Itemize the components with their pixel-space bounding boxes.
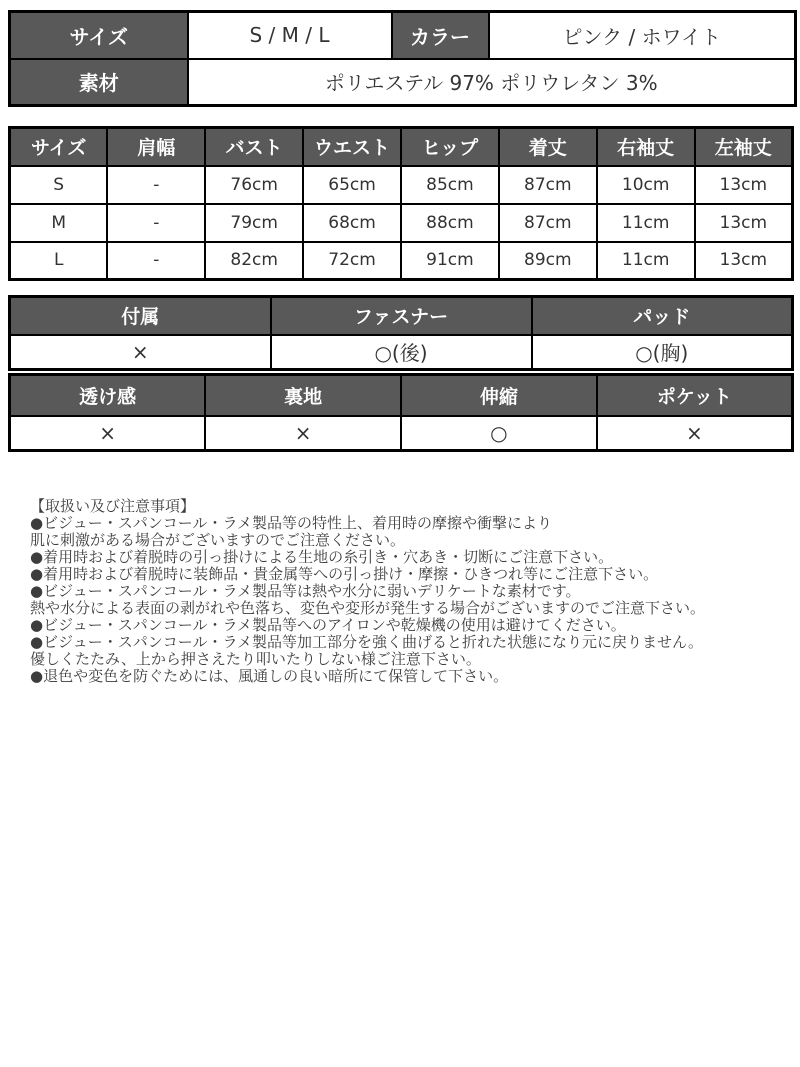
header-cell-lining: 裏地 <box>205 375 401 416</box>
header-cell-waist: ウエスト <box>303 128 401 166</box>
care-note-line: ●着用時および着脱時の引っ掛けによる生地の糸引き・穴あき・切断にご注意下さい。 <box>30 548 614 566</box>
care-note-line: ●ビジュー・スパンコール・ラメ製品等の特性上、着用時の摩擦や衝撃により <box>30 514 553 532</box>
value-cell: 11cm <box>597 204 695 242</box>
care-note-line: 肌に刺激がある場合がございますのでご注意ください。 <box>30 531 406 549</box>
care-note-line: ●ビジュー・スパンコール・ラメ製品等は熱や水分に弱いデリケートな素材です。 <box>30 582 581 600</box>
header-cell-length: 着丈 <box>499 128 597 166</box>
care-note-line: ●ビジュー・スパンコール・ラメ製品等加工部分を強く曲げると折れた状態になり元に戻りません。 <box>30 633 703 651</box>
value-cell: 13cm <box>695 166 793 204</box>
header-cell-left-sleeve: 左袖丈 <box>695 128 793 166</box>
material-value-cell: ポリエステル 97% ポリウレタン 3% <box>188 59 796 106</box>
measurements-row-s <box>10 166 793 204</box>
value-cell: S <box>10 166 108 204</box>
care-note-line: ●ビジュー・スパンコール・ラメ製品等へのアイロンや乾燥機の使用は避けてください。 <box>30 616 626 634</box>
value-cell: 85cm <box>401 166 499 204</box>
value-cell: 65cm <box>303 166 401 204</box>
value-cell: 88cm <box>401 204 499 242</box>
measurements-header-row <box>10 128 793 166</box>
value-cell: - <box>107 166 205 204</box>
value-cell: 76cm <box>205 166 303 204</box>
size-label-cell: サイズ <box>10 12 188 59</box>
header-cell-accessory: 付属 <box>10 297 271 335</box>
value-cell: - <box>107 204 205 242</box>
header-cell-fastener: ファスナー <box>271 297 532 335</box>
value-cell: ○(後) <box>271 335 532 370</box>
value-cell: × <box>205 416 401 451</box>
value-cell: 13cm <box>695 204 793 242</box>
value-cell: 82cm <box>205 242 303 280</box>
value-cell: × <box>10 335 271 370</box>
value-cell: 68cm <box>303 204 401 242</box>
measurements-table <box>8 126 794 281</box>
value-cell: 13cm <box>695 242 793 280</box>
header-cell-right-sleeve: 右袖丈 <box>597 128 695 166</box>
measurements-row-l <box>10 242 793 280</box>
care-note-line: 優しくたたみ、上から押さえたり叩いたりしない様ご注意下さい。 <box>30 650 481 668</box>
care-note-line: ●退色や変色を防ぐためには、風通しの良い暗所にて保管して下さい。 <box>30 667 509 685</box>
value-cell: 11cm <box>597 242 695 280</box>
features-table-2 <box>8 373 794 452</box>
header-cell-bust: バスト <box>205 128 303 166</box>
material-row <box>10 59 796 106</box>
header-cell-shoulder: 肩幅 <box>107 128 205 166</box>
value-cell: M <box>10 204 108 242</box>
header-cell-sheerness: 透け感 <box>10 375 206 416</box>
header-cell-stretch: 伸縮 <box>401 375 597 416</box>
header-cell-pocket: ポケット <box>597 375 793 416</box>
features2-header-row <box>10 375 793 416</box>
value-cell: × <box>10 416 206 451</box>
care-notes-title: 【取扱い及び注意事項】 <box>30 497 196 515</box>
care-note-line: 熱や水分による表面の剥がれや色落ち、変色や変形が発生する場合がございますのでご注意下さい。 <box>30 599 706 617</box>
value-cell: 72cm <box>303 242 401 280</box>
value-cell: 10cm <box>597 166 695 204</box>
features1-header-row <box>10 297 793 335</box>
color-value-cell: ピンク / ホワイト <box>489 12 796 59</box>
features2-value-row <box>10 416 793 451</box>
value-cell: 91cm <box>401 242 499 280</box>
value-cell: ○(胸) <box>532 335 793 370</box>
value-cell: 87cm <box>499 204 597 242</box>
value-cell: 89cm <box>499 242 597 280</box>
value-cell: 79cm <box>205 204 303 242</box>
color-label-cell: カラー <box>392 12 489 59</box>
care-notes <box>8 498 793 685</box>
value-cell: ○ <box>401 416 597 451</box>
header-cell-pad: パッド <box>532 297 793 335</box>
value-cell: × <box>597 416 793 451</box>
size-color-material-table <box>8 10 797 107</box>
features-table-1 <box>8 295 794 371</box>
header-cell-hip: ヒップ <box>401 128 499 166</box>
material-label-cell: 素材 <box>10 59 188 106</box>
features1-value-row <box>10 335 793 370</box>
value-cell: - <box>107 242 205 280</box>
care-note-line: ●着用時および着脱時に装飾品・貴金属等への引っ掛け・摩擦・ひきつれ等にご注意下さい。 <box>30 565 659 583</box>
header-cell-size: サイズ <box>10 128 108 166</box>
value-cell: L <box>10 242 108 280</box>
size-color-row <box>10 12 796 59</box>
value-cell: 87cm <box>499 166 597 204</box>
measurements-row-m <box>10 204 793 242</box>
size-value-cell: S / M / L <box>188 12 392 59</box>
